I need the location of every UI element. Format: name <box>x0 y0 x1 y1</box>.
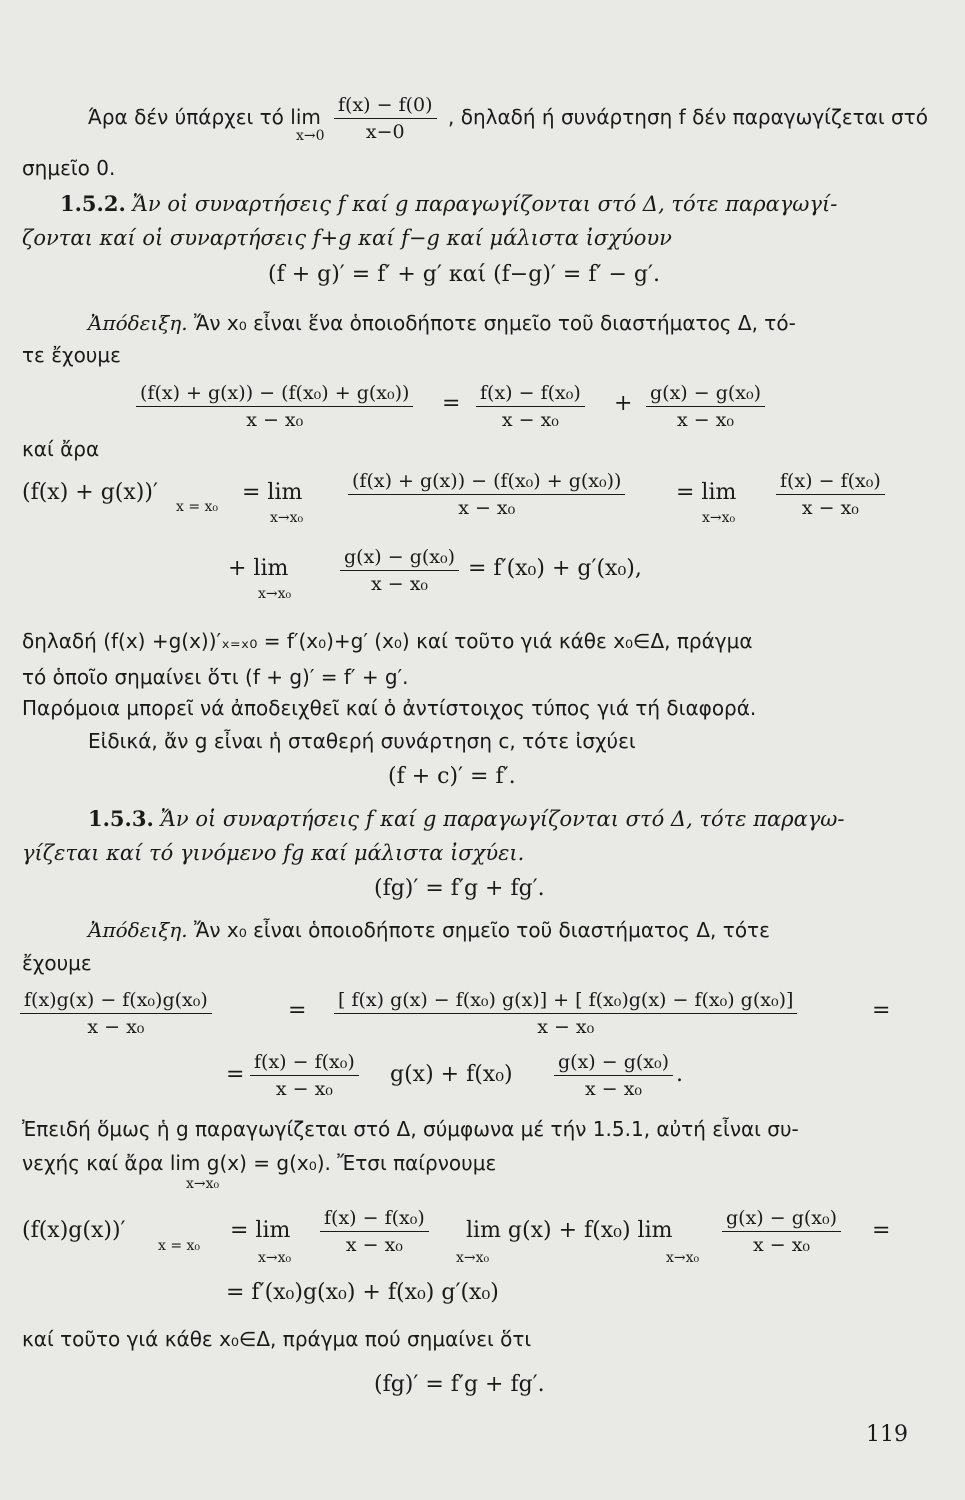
eq5-dot: . <box>676 1062 683 1087</box>
theorem-153-statement: Ἄν οἱ συναρτήσεις f καί g παραγωγίζονται στό Δ, τότε παραγω- <box>160 807 845 831</box>
text-line-t8: καί τοῦτο γιά κάθε x₀∈Δ, πράγμα πού σημαίνει ὅτι <box>22 1327 532 1351</box>
eq4-right-denominator: x − x₀ <box>537 1016 595 1038</box>
eq6-third-lim-subscript: x→x₀ <box>666 1250 700 1266</box>
intro-text-after-limit: , δηλαδή ή συνάρτηση f δέν παραγωγίζεται στό <box>448 105 928 129</box>
text-line-t7: νεχής καί ἄρα lim g(x) = g(x₀). Ἔτσι παίρνουμε <box>22 1151 497 1175</box>
eq1-left-fraction <box>136 381 413 432</box>
limit-fraction-numerator: f(x) − f(0) <box>334 93 437 119</box>
theorem-152-line1 <box>60 191 837 217</box>
eq2-second-denominator: x − x₀ <box>801 497 859 519</box>
eq4-trailing-equals: = <box>872 998 891 1023</box>
proof-152-label: Ἀπόδειξη. <box>88 311 188 335</box>
eq1-left-numerator: (f(x) + g(x)) − (f(x₀) + g(x₀)) <box>136 381 413 407</box>
eq3-fraction <box>340 545 459 596</box>
eq2-lhs-subscript: x = x₀ <box>176 499 219 515</box>
eq5-second-denominator: x − x₀ <box>584 1078 643 1100</box>
eq1-equals: = <box>442 391 461 416</box>
eq4-left-denominator: x − x₀ <box>87 1016 145 1038</box>
eq3-denominator: x − x₀ <box>370 573 429 595</box>
eq2-first-denominator: x − x₀ <box>458 497 516 519</box>
eq1-plus: + <box>614 391 633 416</box>
proof-152-line2: τε ἔχουμε <box>22 343 121 367</box>
text-line-t6: Ἐπειδή ὅμως ἡ g παραγωγίζεται στό Δ, σύμφωνα μέ τήν 1.5.1, αὐτή εἶναι συ- <box>22 1117 799 1141</box>
intro-text-line2: σημεῖο 0. <box>22 156 116 180</box>
text-line-t9: (fg)′ = f′g + fg′. <box>374 1372 545 1397</box>
eq6-lhs-subscript: x = x₀ <box>158 1238 201 1254</box>
eq4-left-fraction <box>20 988 212 1039</box>
limit-fraction-denominator: x−0 <box>365 121 405 143</box>
text-line-t1: δηλαδή (f(x) +g(x))′ₓ₌ₓ₀ = f′(x₀)+g′ (x₀) καί τοῦτο γιά κάθε x₀∈Δ, πράγμα <box>22 629 753 653</box>
eq4-equals: = <box>288 998 307 1023</box>
eq5-equals: = <box>226 1062 245 1087</box>
eq5-second-fraction <box>554 1050 673 1101</box>
eq2-lhs: (f(x) + g(x))′ <box>22 480 158 505</box>
eq6-lhs: (f(x)g(x))′ <box>22 1218 126 1243</box>
eq1-right-numerator: g(x) − g(x₀) <box>646 381 765 407</box>
text-line-t7-subscript: x→x₀ <box>186 1176 220 1192</box>
eq6-first-lim: = lim <box>230 1218 291 1243</box>
proof-153-line1 <box>88 917 770 943</box>
eq2-second-lim-subscript: x→x₀ <box>702 510 736 526</box>
page-number: 119 <box>866 1422 908 1447</box>
eq2-first-lim: = lim <box>242 480 303 505</box>
eq2-first-numerator: (f(x) + g(x)) − (f(x₀) + g(x₀)) <box>348 469 625 495</box>
text-line-t4: Εἰδικά, ἄν g εἶναι ἡ σταθερή συνάρτηση c, τότε ἰσχύει <box>88 729 636 753</box>
eq1-middle-fraction <box>476 381 585 432</box>
eq6-second-lim-subscript: x→x₀ <box>456 1250 490 1266</box>
text-line-t2: τό ὁποῖο σημαίνει ὅτι (f + g)′ = f′ + g′. <box>22 665 409 689</box>
eq6-trailing-equals: = <box>872 1218 891 1243</box>
eq6-first-lim-subscript: x→x₀ <box>258 1250 292 1266</box>
theorem-153-line1 <box>88 806 845 832</box>
eq1-middle-denominator: x − x₀ <box>501 409 559 431</box>
theorem-153-line2: γίζεται καί τό γινόμενο fg καί μάλιστα ἰσχύει. <box>22 841 525 865</box>
eq4-right-numerator: [ f(x) g(x) − f(x₀) g(x)] + [ f(x₀)g(x) − f(x₀) g(x₀)] <box>334 988 797 1014</box>
theorem-153-formula: (fg)′ = f′g + fg′. <box>374 876 545 901</box>
proof-152-line1 <box>88 310 796 336</box>
proof-153-text: Ἄν x₀ εἶναι ὁποιοδήποτε σημεῖο τοῦ διαστήματος Δ, τότε <box>187 918 770 942</box>
eq2-second-numerator: f(x) − f(x₀) <box>776 469 885 495</box>
proof-152-text: Ἄν x₀ εἶναι ἕνα ὁποιοδήποτε σημεῖο τοῦ διαστήματος Δ, τό- <box>187 311 796 335</box>
proof-153-line2: ἔχουμε <box>22 951 92 975</box>
kai-ara-text: καί ἄρα <box>22 437 100 461</box>
eq2-first-lim-subscript: x→x₀ <box>270 510 304 526</box>
eq2-second-lim: = lim <box>676 480 737 505</box>
eq5-first-numerator: f(x) − f(x₀) <box>250 1050 359 1076</box>
eq5-first-denominator: x − x₀ <box>275 1078 333 1100</box>
eq4-left-numerator: f(x)g(x) − f(x₀)g(x₀) <box>20 988 212 1014</box>
proof-153-label: Ἀπόδειξη. <box>88 918 188 942</box>
limit-fraction <box>334 93 437 144</box>
eq2-second-fraction <box>776 469 885 520</box>
eq1-right-fraction <box>646 381 765 432</box>
eq6-first-denominator: x − x₀ <box>345 1234 403 1256</box>
eq1-left-denominator: x − x₀ <box>246 409 304 431</box>
eq6-first-fraction <box>320 1206 429 1257</box>
eq6-first-numerator: f(x) − f(x₀) <box>320 1206 429 1232</box>
eq1-right-denominator: x − x₀ <box>676 409 735 431</box>
eq3-numerator: g(x) − g(x₀) <box>340 545 459 571</box>
theorem-152-number: 1.5.2. <box>60 191 126 216</box>
theorem-152-line2: ζονται καί οἱ συναρτήσεις f+g καί f−g καί μάλιστα ἰσχύουν <box>22 226 672 250</box>
eq6-second-denominator: x − x₀ <box>752 1234 811 1256</box>
eq6-middle: lim g(x) + f(x₀) lim <box>466 1218 673 1243</box>
eq5-middle: g(x) + f(x₀) <box>390 1062 513 1087</box>
eq6-second-numerator: g(x) − g(x₀) <box>722 1206 841 1232</box>
eq2-first-fraction <box>348 469 625 520</box>
eq3-lim-subscript: x→x₀ <box>258 586 292 602</box>
eq7: = f′(x₀)g(x₀) + f(x₀) g′(x₀) <box>226 1280 499 1305</box>
eq3-plus-lim: + lim <box>228 556 289 581</box>
text-line-t3: Παρόμοια μπορεῖ νά ἀποδειχθεῖ καί ὁ ἀντίστοιχος τύπος γιά τή διαφορά. <box>22 696 757 720</box>
eq1-middle-numerator: f(x) − f(x₀) <box>476 381 585 407</box>
limit-subscript: x→0 <box>296 128 325 144</box>
eq6-second-fraction <box>722 1206 841 1257</box>
theorem-152-statement: Ἄν οἱ συναρτήσεις f καί g παραγωγίζονται στό Δ, τότε παραγωγί- <box>132 192 838 216</box>
eq3-rhs: = f′(x₀) + g′(x₀), <box>468 556 642 581</box>
eq5-second-numerator: g(x) − g(x₀) <box>554 1050 673 1076</box>
eq5-first-fraction <box>250 1050 359 1101</box>
theorem-153-number: 1.5.3. <box>88 806 154 831</box>
text-line-t5: (f + c)′ = f′. <box>388 764 516 789</box>
eq4-right-fraction <box>334 988 797 1039</box>
theorem-152-formula: (f + g)′ = f′ + g′ καί (f−g)′ = f′ − g′. <box>268 262 660 287</box>
intro-text-before-limit: Άρα δέν ύπάρχει τό lim <box>88 105 321 129</box>
